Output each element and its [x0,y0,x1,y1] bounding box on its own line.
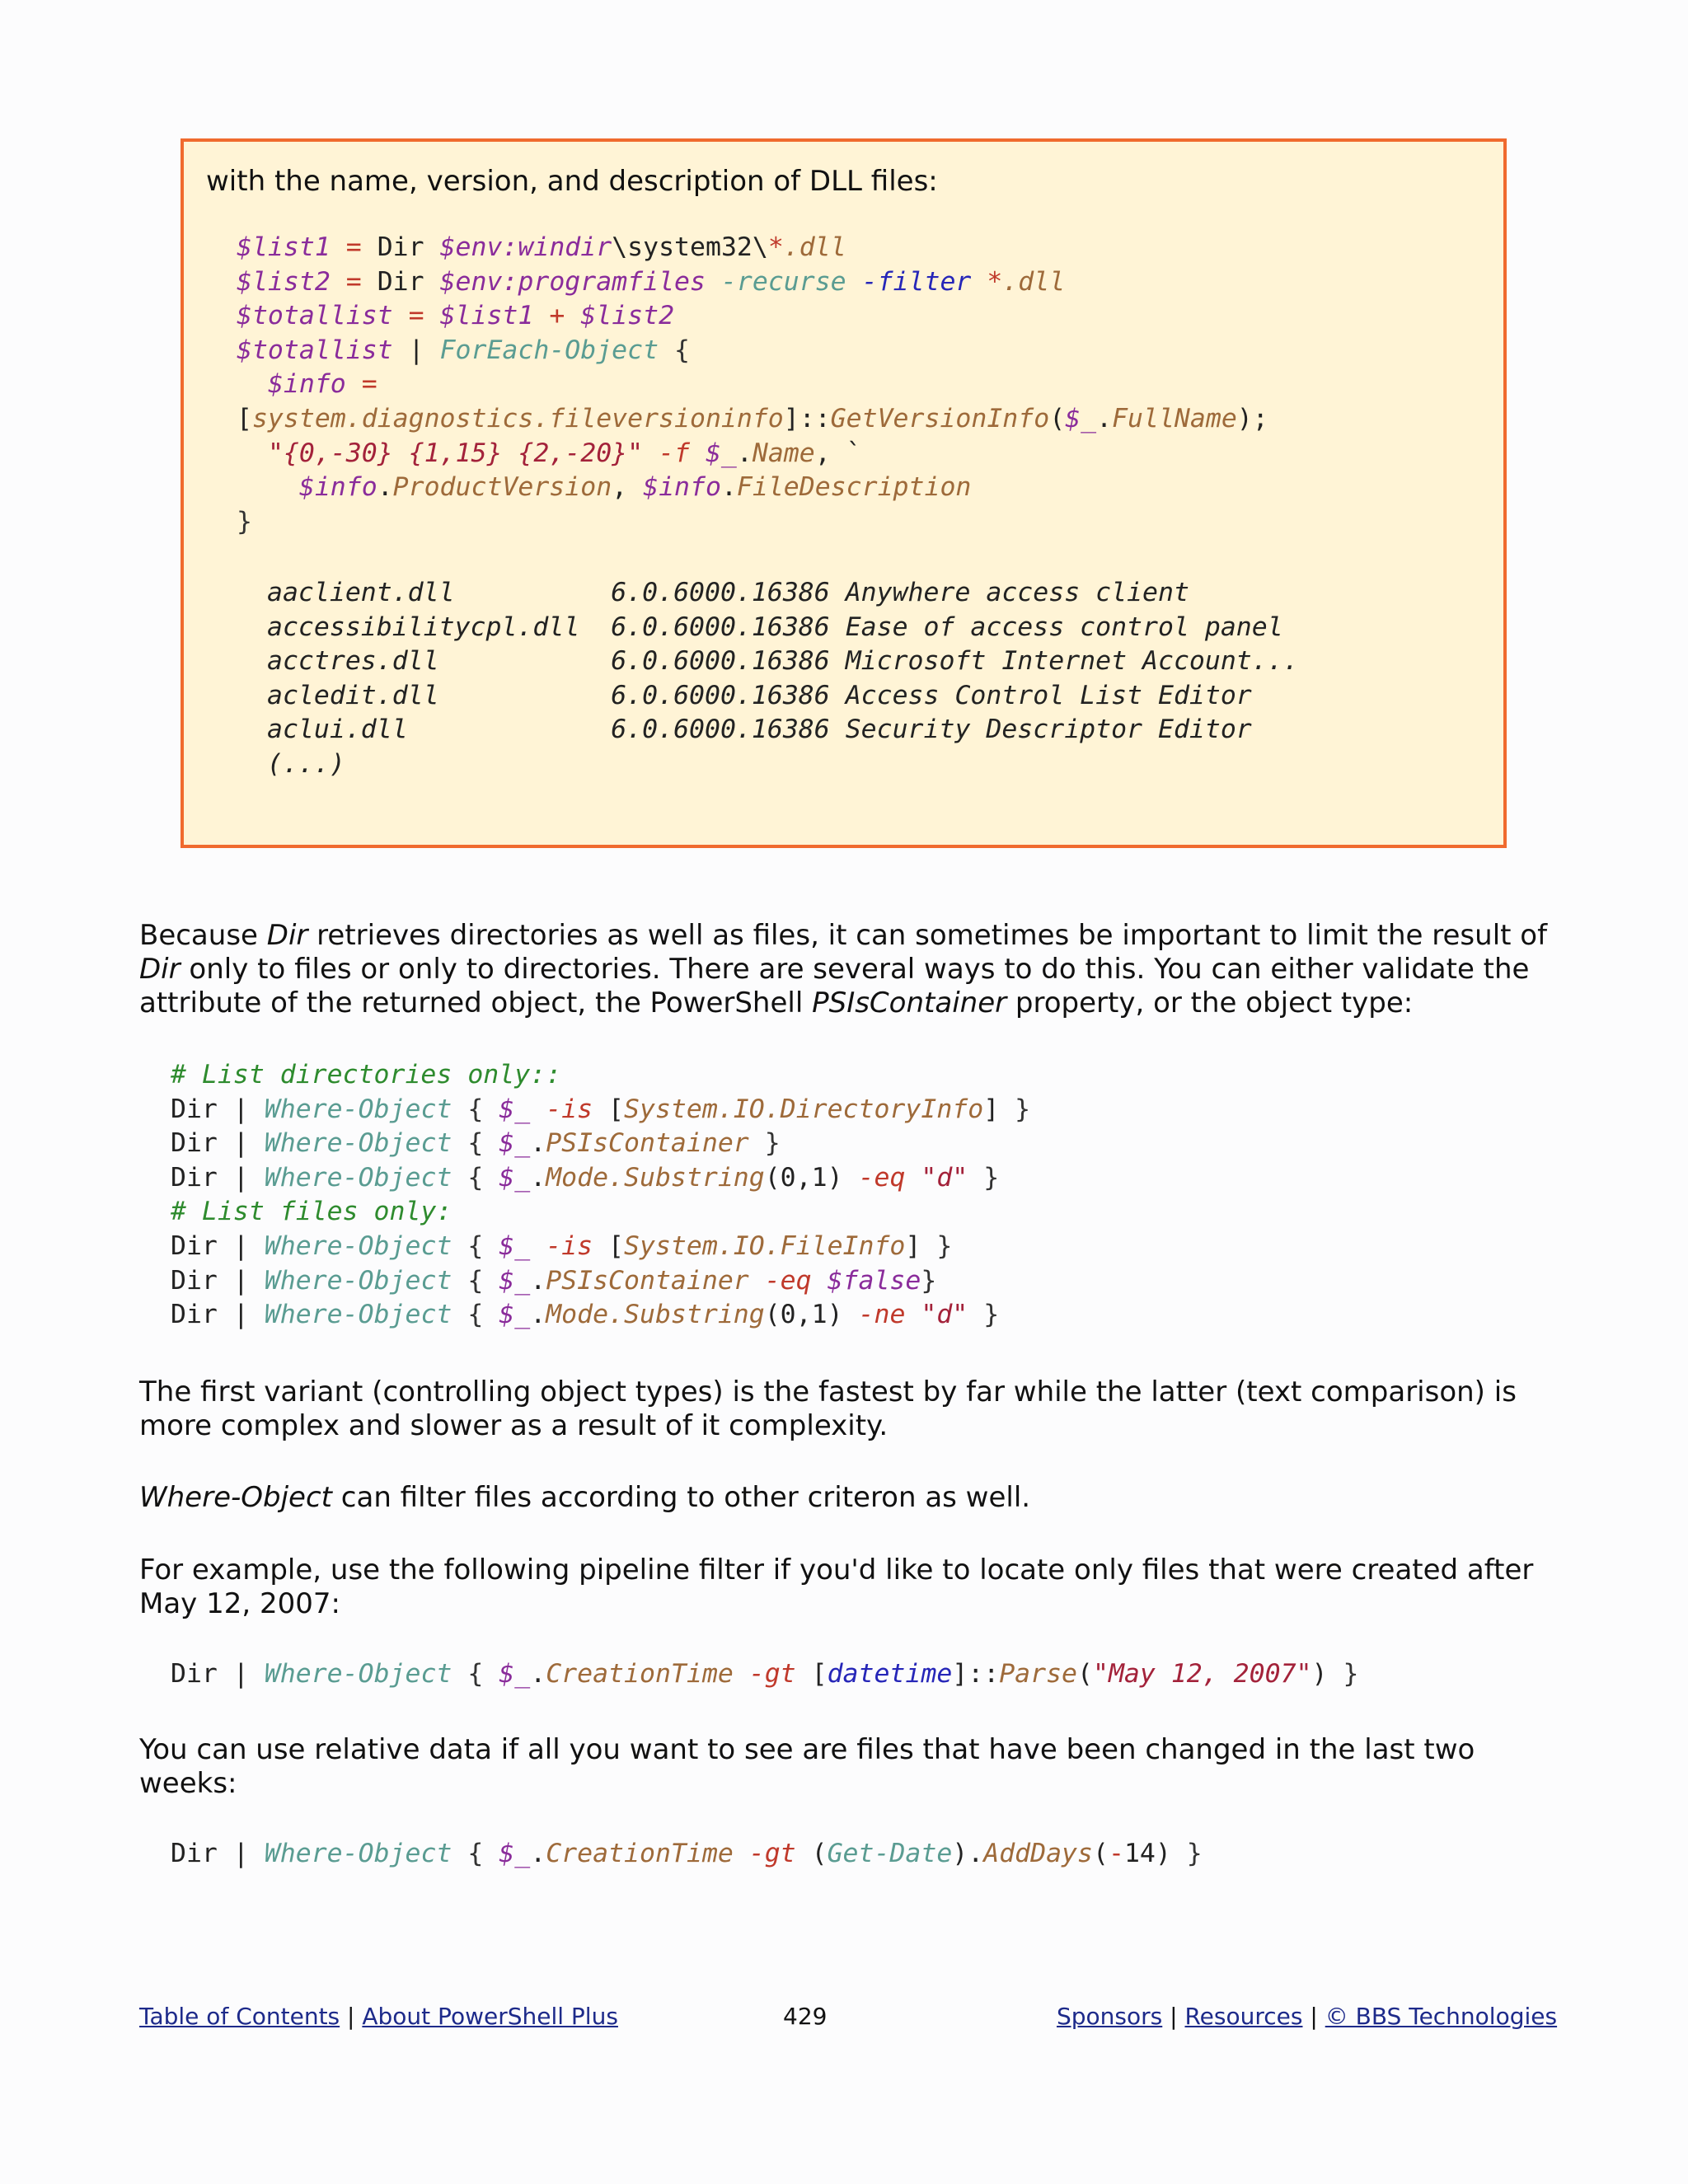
code-line: Dir | Where-Object { $_.Mode.Substring(0,1) -ne "d" } [171,1300,1000,1330]
output-line: acledit.dll 6.0.6000.16386 Access Control List Editor [267,680,1252,710]
output-line: acctres.dll 6.0.6000.16386 Microsoft Internet Account... [267,646,1299,677]
table-of-contents-link[interactable]: Table of Contents [139,2003,340,2030]
code-line: Dir | Where-Object { $_.Mode.Substring(0,1) -eq "d" } [171,1162,1000,1193]
code-line: Dir | Where-Object { $_ -is [System.IO.DirectoryInfo] } [171,1094,1031,1124]
code-line: $info = [267,369,377,400]
code-line: Dir | Where-Object { $_.PSIsContainer } [171,1128,781,1159]
code-block-relative-days [171,1837,1203,1872]
code-line: $info.ProductVersion, $info.FileDescription [298,472,972,503]
paragraph-example-date: For example, use the following pipeline filter if you'd like to locate only files that were created after May 12, 2007: [139,1554,1534,1620]
paragraph-where-object: Where-Object can filter files according to other criteron as well. [139,1481,1031,1514]
output-line: aclui.dll 6.0.6000.16386 Security Descriptor Editor [267,715,1252,745]
code-line: } [237,506,252,537]
output-line: (...) [267,748,345,779]
bbs-technologies-link[interactable]: © BBS Technologies [1325,2003,1558,2030]
code-block-creation-date [171,1657,1358,1692]
paragraph-dir-limits: Because Dir retrieves directories as well as files, it can sometimes be important to limit the result of Dir only to files or only to directories. There are several ways to do this. You can either validate the attribute of the returned object, the PowerShell PSIsContainer property, or the object type: [139,919,1548,1019]
code-line: Dir | Where-Object { $_.CreationTime -gt [datetime]::Parse("May 12, 2007") } [171,1659,1359,1689]
code-line: "{0,-30} {1,15} {2,-20}" -f $_.Name, ` [267,438,862,468]
sponsors-link[interactable]: Sponsors [1057,2003,1163,2030]
resources-link[interactable]: Resources [1184,2003,1303,2030]
output-line: accessibilitycpl.dll 6.0.6000.16386 Ease of access control panel [267,612,1283,642]
code-comment: # List directories only:: [171,1060,562,1090]
about-powershell-plus-link[interactable]: About PowerShell Plus [362,2003,618,2030]
code-line: $totallist = $list1 + $list2 [237,301,675,331]
code-comment: # List files only: [171,1197,452,1227]
code-line: $list2 = Dir $env:programfiles -recurse -filter *.dll [237,266,1066,297]
page-number: 429 [783,2003,828,2030]
code-block-filter-types [171,1058,1030,1333]
code-line: [system.diagnostics.fileversioninfo]::GetVersionInfo($_.FullName); [237,403,1268,434]
footer-right-links: Sponsors | Resources | © BBS Technologies [1057,2003,1558,2030]
callout-intro-text: with the name, version, and description of DLL files: [206,165,938,198]
code-line: $list1 = Dir $env:windir\system32\*.dll [237,232,846,262]
footer-left-links: Table of Contents | About PowerShell Plus [139,2003,618,2030]
paragraph-variant-speed: The first variant (controlling object types) is the fastest by far while the latter (text comparison) is more complex and slower as a result of it complexity. [139,1376,1517,1442]
code-line: Dir | Where-Object { $_ -is [System.IO.FileInfo] } [171,1230,953,1261]
paragraph-relative-data: You can use relative data if all you want to see are files that have been changed in the last two weeks: [139,1733,1475,1800]
output-line: aaclient.dll 6.0.6000.16386 Anywhere access client [267,578,1189,607]
example-callout-box [181,138,1507,848]
code-line: Dir | Where-Object { $_.PSIsContainer -eq $false} [171,1265,937,1296]
callout-code-block [237,231,1268,539]
callout-output-block [267,576,1299,782]
code-line: $totallist | ForEach-Object { [237,335,691,365]
code-line: Dir | Where-Object { $_.CreationTime -gt (Get-Date).AddDays(-14) } [171,1839,1203,1868]
